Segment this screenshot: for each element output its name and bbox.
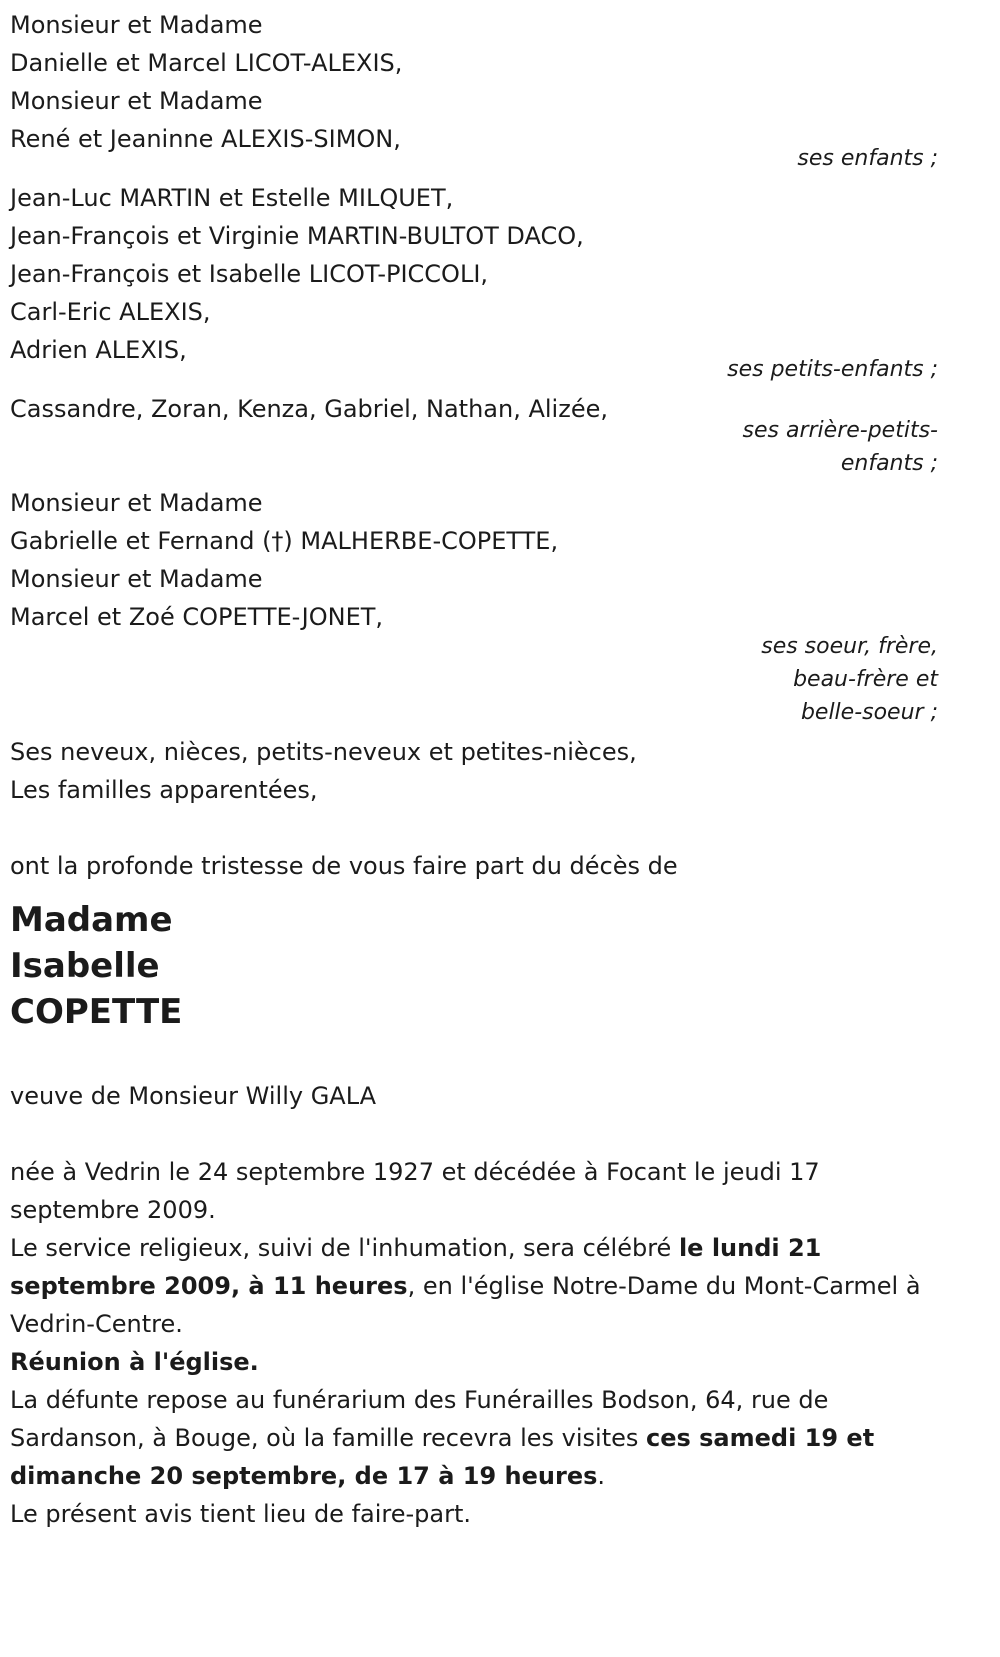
family-line: Carl-Eric ALEXIS, xyxy=(10,298,211,326)
family-line: René et Jeaninne ALEXIS-SIMON, xyxy=(10,125,401,153)
service-paragraph xyxy=(10,1229,940,1343)
widow-of-text: veuve de Monsieur Willy GALA xyxy=(10,1082,377,1110)
family-line: Adrien ALEXIS, xyxy=(10,336,187,364)
relationship-label-grandchildren: ses petits-enfants ; xyxy=(727,357,938,382)
relationship-label-siblings: ses soeur, frère, beau-frère et belle-soeur ; xyxy=(761,634,938,725)
visits-paragraph xyxy=(10,1381,940,1495)
relationship-label-children: ses enfants ; xyxy=(797,146,938,171)
spacer xyxy=(10,1115,990,1153)
visits-dates: ces samedi 19 et dimanche 20 septembre, de 17 à 19 heures xyxy=(10,1424,875,1490)
family-line: Monsieur et Madame xyxy=(10,565,263,593)
deceased-title: Madame xyxy=(10,900,173,940)
children-group xyxy=(10,6,990,175)
family-line: Cassandre, Zoran, Kenza, Gabriel, Nathan, Alizée, xyxy=(10,395,608,423)
deceased-name-block xyxy=(10,897,990,1035)
birth-death-text: née à Vedrin le 24 septembre 1927 et décédée à Focant le jeudi 17 septembre 2009. xyxy=(10,1158,820,1224)
announcement-text: ont la profonde tristesse de vous faire part du décès de xyxy=(10,852,678,880)
visits-text-before: La défunte repose au funérarium des Funérailles Bodson, 64, rue de Sardanson, à Bouge, où la famille recevra les visites xyxy=(10,1386,829,1452)
family-line: Jean-François et Virginie MARTIN-BULTOT DACO, xyxy=(10,222,584,250)
deceased-last-name: COPETTE xyxy=(10,992,183,1032)
relationship-label-great-grandchildren: ses arrière-petits- enfants ; xyxy=(742,418,938,476)
family-line: Ses neveux, nièces, petits-neveux et petites-nièces, xyxy=(10,738,637,766)
spacer xyxy=(10,809,990,847)
service-text-after: , en l'église Notre-Dame du Mont-Carmel à Vedrin-Centre. xyxy=(10,1272,921,1338)
family-line: Les familles apparentées, xyxy=(10,776,318,804)
family-line: Monsieur et Madame xyxy=(10,489,263,517)
family-line: Danielle et Marcel LICOT-ALEXIS, xyxy=(10,49,403,77)
visits-text-after: . xyxy=(597,1462,606,1490)
service-text-before: Le service religieux, suivi de l'inhumation, sera célébré xyxy=(10,1234,679,1262)
family-line: Monsieur et Madame xyxy=(10,87,263,115)
great-grandchildren-group xyxy=(10,390,990,480)
family-line: Marcel et Zoé COPETTE-JONET, xyxy=(10,603,384,631)
family-line: Jean-Luc MARTIN et Estelle MILQUET, xyxy=(10,184,454,212)
family-line: Gabrielle et Fernand (†) MALHERBE-COPETTE, xyxy=(10,527,559,555)
spacer xyxy=(10,1035,990,1077)
grandchildren-group xyxy=(10,179,990,386)
deceased-first-name: Isabelle xyxy=(10,946,160,986)
family-line: Monsieur et Madame xyxy=(10,11,263,39)
siblings-group xyxy=(10,484,990,729)
closing-text: Le présent avis tient lieu de faire-part. xyxy=(10,1500,472,1528)
family-line: Jean-François et Isabelle LICOT-PICCOLI, xyxy=(10,260,489,288)
other-relatives-group xyxy=(10,733,990,809)
meeting-text: Réunion à l'église. xyxy=(10,1348,259,1376)
service-date: le lundi 21 septembre 2009, à 11 heures xyxy=(10,1234,822,1300)
